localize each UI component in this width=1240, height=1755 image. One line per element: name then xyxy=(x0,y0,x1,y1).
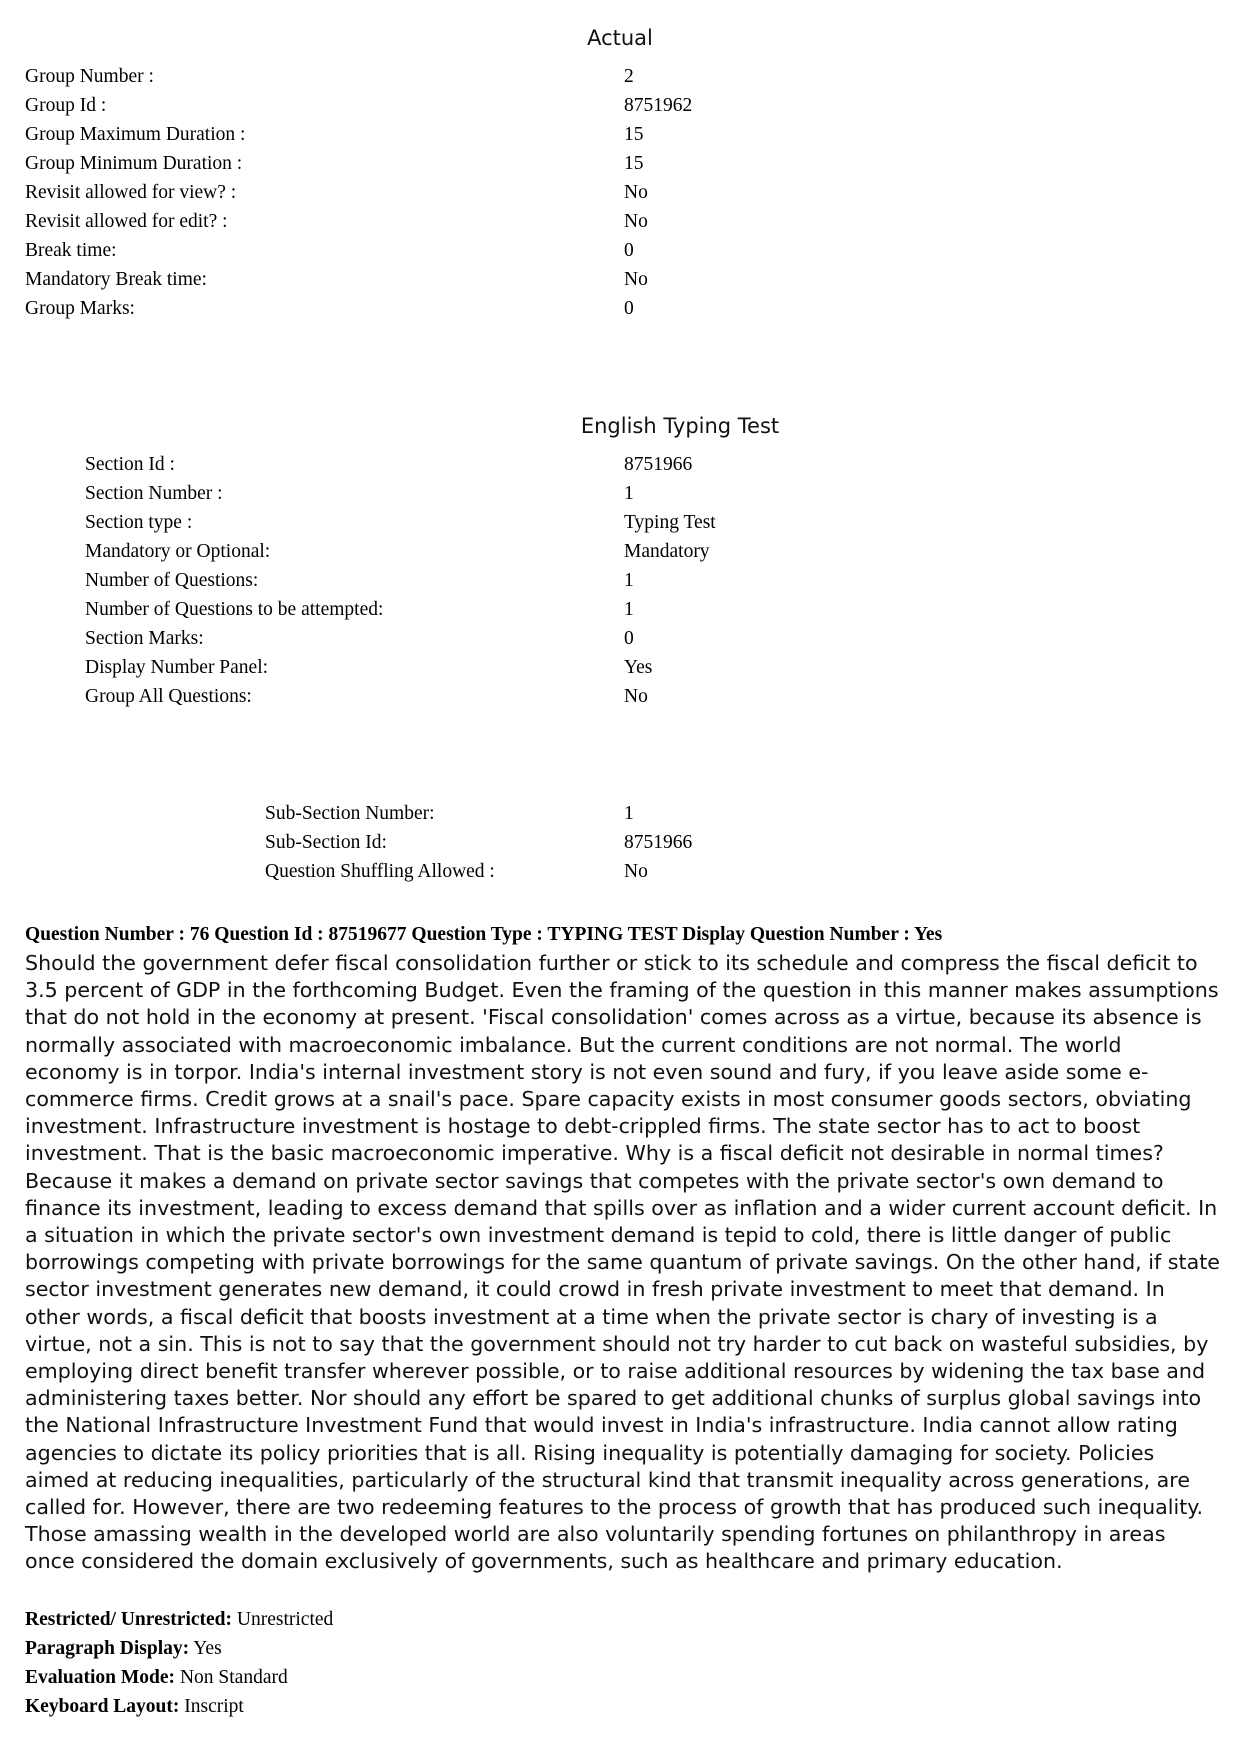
section-value: No xyxy=(624,686,648,707)
subsection-label: Sub-Section Number: xyxy=(265,803,435,824)
group-label: Group Number : xyxy=(25,66,154,87)
group-value: 15 xyxy=(624,124,644,145)
group-label: Group Minimum Duration : xyxy=(25,153,243,174)
section-value: 8751966 xyxy=(624,454,693,475)
section-label: Group All Questions: xyxy=(85,686,252,707)
section-label: Section Id : xyxy=(85,454,175,475)
meta-keyboard-layout xyxy=(25,1696,244,1718)
meta-value: Yes xyxy=(193,1638,222,1659)
section-value: Mandatory xyxy=(624,541,710,562)
meta-label: Keyboard Layout: xyxy=(25,1696,180,1717)
meta-paragraph-display xyxy=(25,1638,222,1660)
meta-label: Paragraph Display: xyxy=(25,1638,190,1659)
section-value: Yes xyxy=(624,657,653,678)
meta-value: Unrestricted xyxy=(236,1609,334,1630)
group-label: Revisit allowed for edit? : xyxy=(25,211,228,232)
section-label: Display Number Panel: xyxy=(85,657,269,678)
subsection-label: Question Shuffling Allowed : xyxy=(265,861,495,882)
meta-label: Evaluation Mode: xyxy=(25,1667,176,1688)
subsection-value: 8751966 xyxy=(624,832,693,853)
group-label: Group Maximum Duration : xyxy=(25,124,246,145)
group-value: No xyxy=(624,211,648,232)
question-header: Question Number : 76 Question Id : 87519677 Question Type : TYPING TEST Display Question Number : Yes xyxy=(25,924,943,945)
section-label: Number of Questions to be attempted: xyxy=(85,599,384,620)
section-heading: English Typing Test xyxy=(580,414,780,438)
group-label: Mandatory Break time: xyxy=(25,269,207,290)
section-label: Mandatory or Optional: xyxy=(85,541,271,562)
section-value: 0 xyxy=(624,628,634,649)
group-label: Break time: xyxy=(25,240,117,261)
meta-restricted xyxy=(25,1609,333,1631)
section-label: Section type : xyxy=(85,512,193,533)
group-label: Group Id : xyxy=(25,95,107,116)
group-heading: Actual xyxy=(587,26,653,50)
group-value: 0 xyxy=(624,298,634,319)
group-value: 2 xyxy=(624,66,634,87)
section-value: 1 xyxy=(624,599,634,620)
subsection-value: 1 xyxy=(624,803,634,824)
meta-label: Restricted/ Unrestricted: xyxy=(25,1609,233,1630)
subsection-label: Sub-Section Id: xyxy=(265,832,387,853)
section-value: Typing Test xyxy=(624,512,716,533)
group-value: 8751962 xyxy=(624,95,693,116)
subsection-value: No xyxy=(624,861,648,882)
meta-evaluation-mode xyxy=(25,1667,288,1689)
group-value: 15 xyxy=(624,153,644,174)
meta-value: Inscript xyxy=(184,1696,244,1717)
section-value: 1 xyxy=(624,570,634,591)
typing-passage: Should the government defer fiscal consolidation further or stick to its schedule and compress the fiscal deficit to 3.5 percent of GDP in the forthcoming Budget. Even the framing of the question in this manner makes assumptions that do not hold in the economy at present. 'Fiscal consolidation' comes across as a virtue, because its absence is normally associated with macroeconomic imbalance. But the current conditions are not normal. The world economy is in torpor. India's internal investment story is not even sound and fury, if you leave aside some e-commerce firms. Credit grows at a snail's pace. Spare capacity exists in most consumer goods sectors, obviating investment. Infrastructure investment is hostage to debt-crippled firms. The state sector has to act to boost investment. That is the basic macroeconomic imperative. Why is a fiscal deficit not desirable in normal times? Because it makes a demand on private sector savings that competes with the private sector's own demand to finance its investment, leading to excess demand that spills over as inflation and a wider current account deficit. In a situation in which the private sector's own investment demand is tepid to cold, there is little danger of public borrowings competing with private borrowings for the same quantum of private savings. On the other hand, if state sector investment generates new demand, it could crowd in fresh private investment to meet that demand. In other words, a fiscal deficit that boosts investment at a time when the private sector is chary of investing is a virtue, not a sin. This is not to say that the government should not try harder to cut back on wasteful subsidies, by employing direct benefit transfer wherever possible, or to raise additional resources by widening the tax base and administering taxes better. Nor should any effort be spared to get additional chunks of surplus global savings into the National Infrastructure Investment Fund that would invest in India's infrastructure. India cannot allow rating agencies to dictate its policy priorities that is all. Rising inequality is potentially damaging for society. Policies aimed at reducing inequalities, particularly of the structural kind that transmit inequality across generations, are called for. However, there are two redeeming features to the process of growth that has produced such inequality. Those amassing wealth in the developed world are also voluntarily spending fortunes on philanthropy in areas once considered the domain exclusively of governments, such as healthcare and primary education. xyxy=(25,951,1220,1574)
group-value: 0 xyxy=(624,240,634,261)
section-value: 1 xyxy=(624,483,634,504)
group-label: Revisit allowed for view? : xyxy=(25,182,237,203)
meta-value: Non Standard xyxy=(179,1667,288,1688)
section-label: Section Number : xyxy=(85,483,223,504)
group-value: No xyxy=(624,182,648,203)
section-label: Section Marks: xyxy=(85,628,204,649)
group-label: Group Marks: xyxy=(25,298,135,319)
group-value: No xyxy=(624,269,648,290)
section-label: Number of Questions: xyxy=(85,570,259,591)
